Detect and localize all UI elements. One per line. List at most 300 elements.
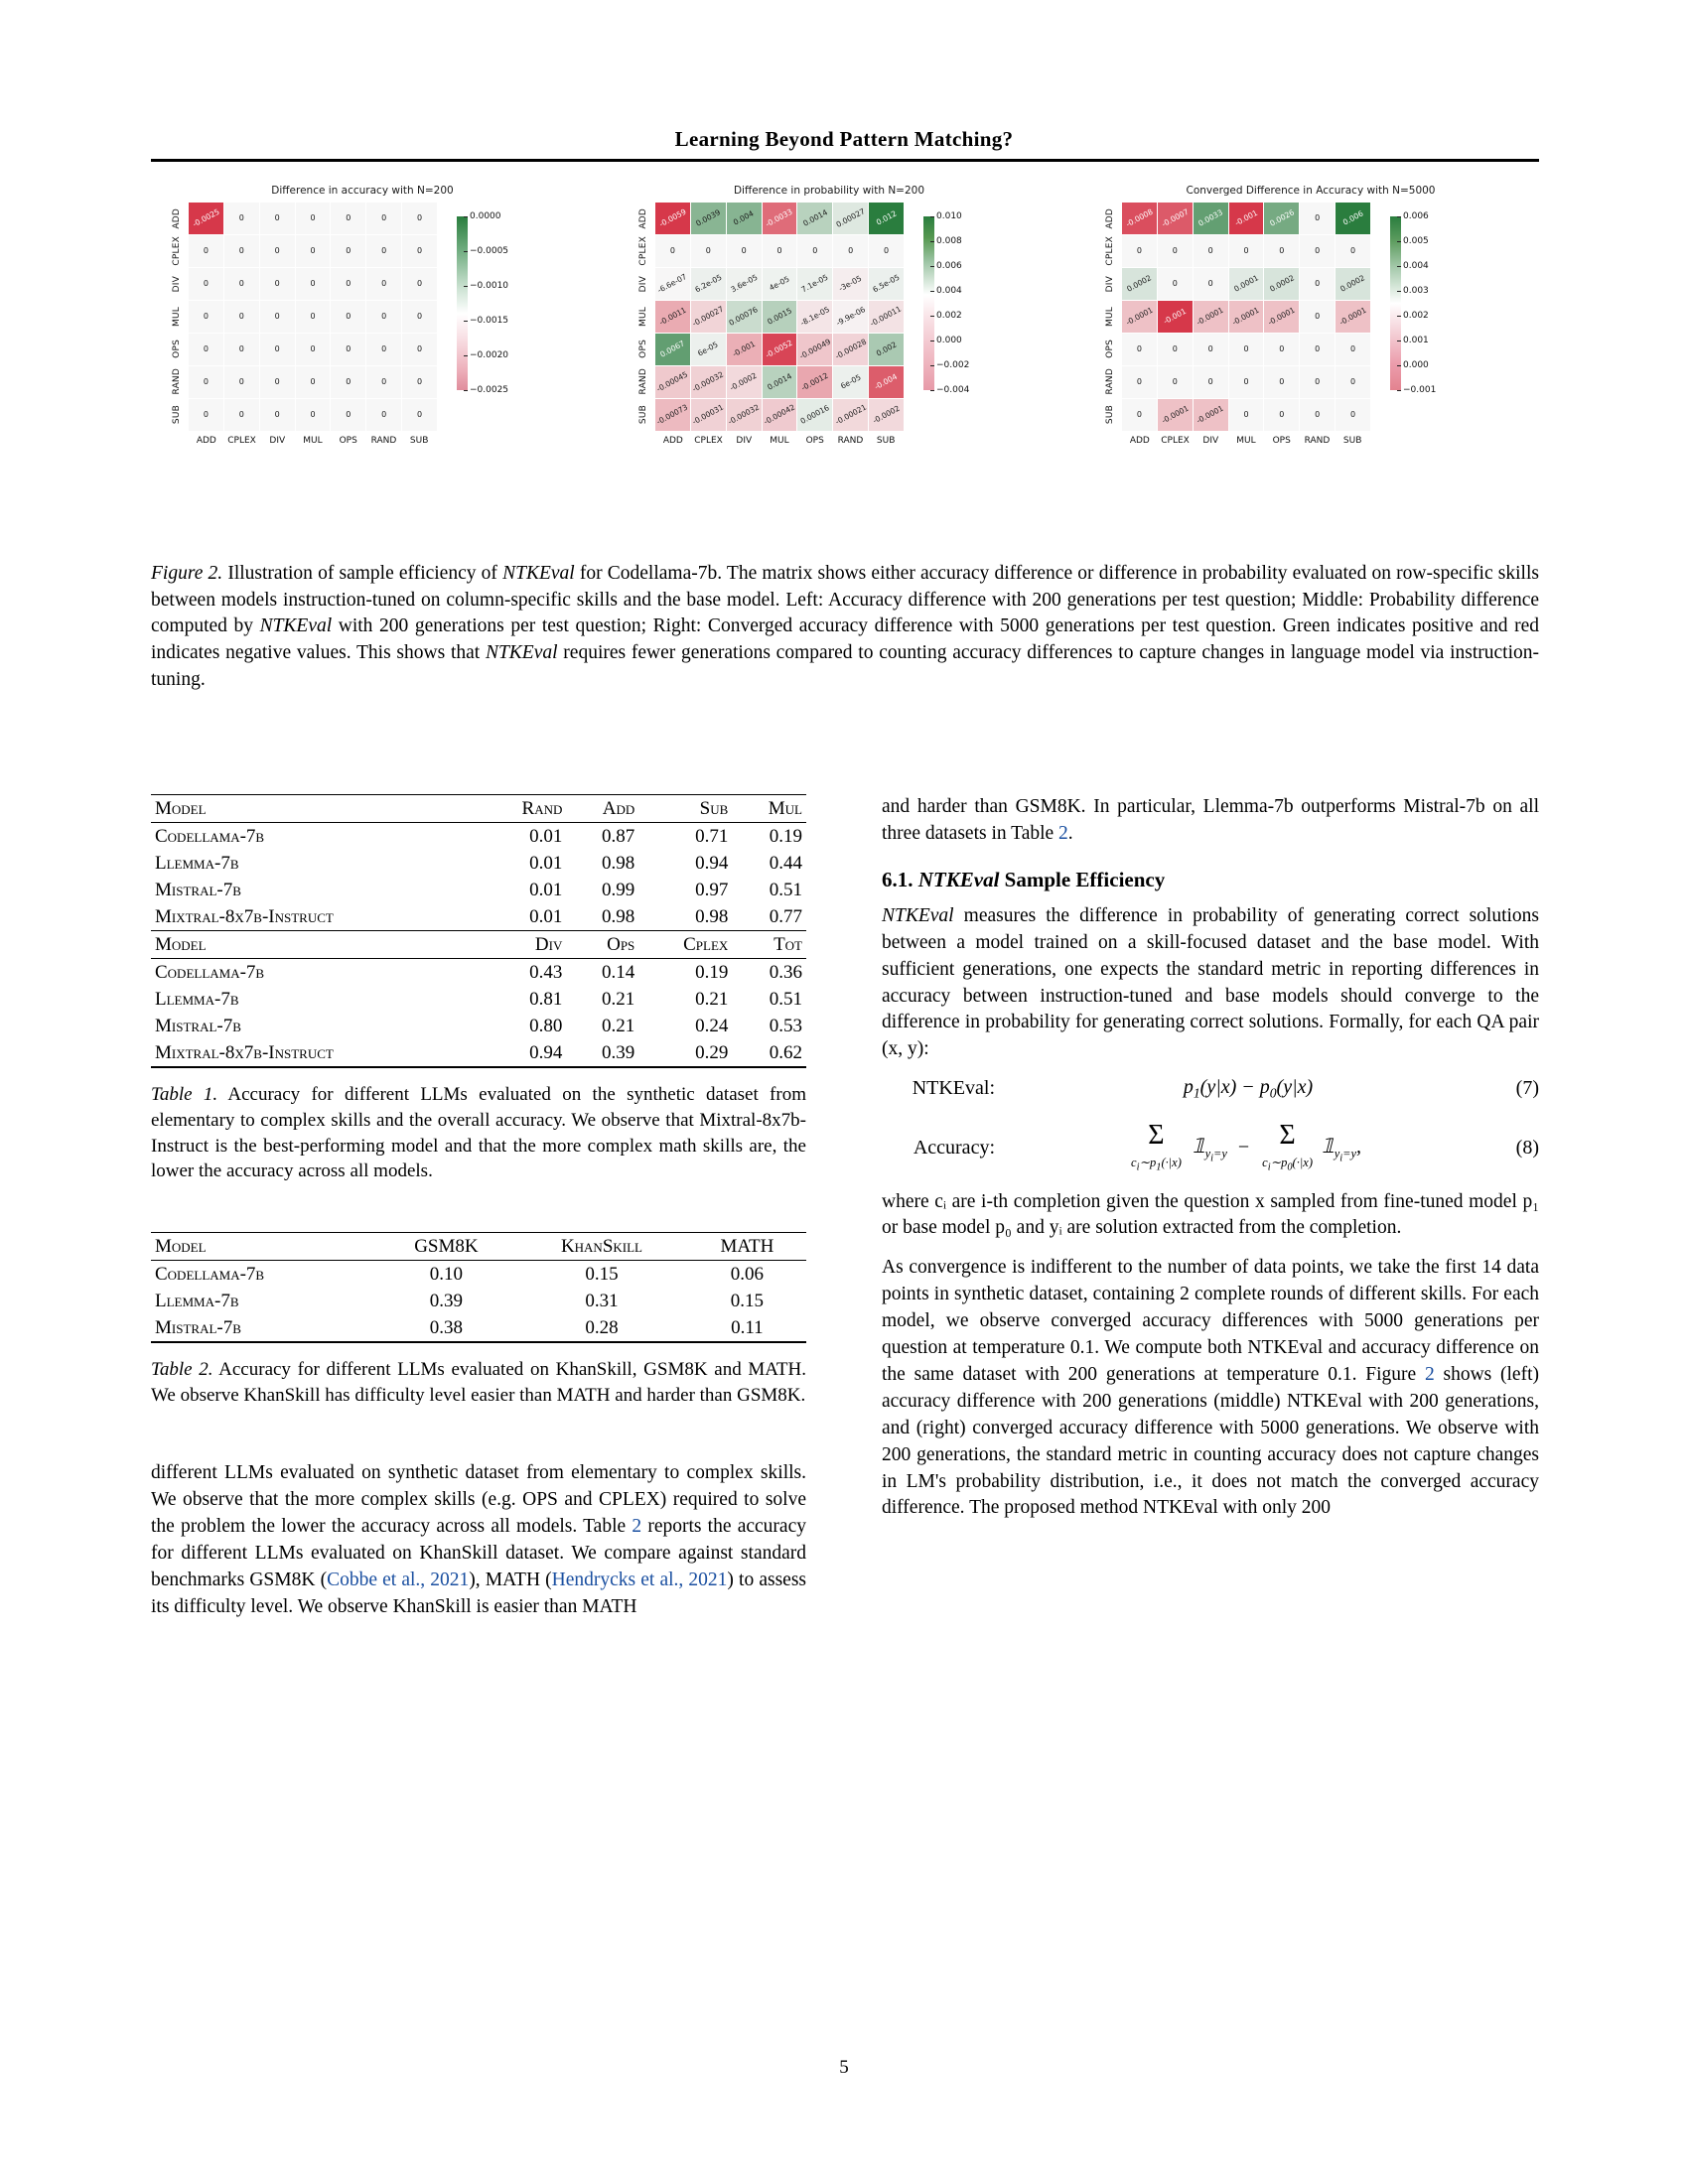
colorbar-tick-label: −0.001 (1403, 385, 1437, 395)
heatmap-cell-value: 0 (417, 410, 423, 419)
heatmap-cell (296, 268, 331, 300)
t1a-val: 0.51 (769, 879, 802, 900)
heatmap-cell (1122, 268, 1157, 300)
heatmap-cell (1194, 268, 1228, 300)
heatmap-cell (655, 399, 690, 431)
heatmap-cell (296, 399, 331, 431)
heatmap-cell (655, 235, 690, 267)
heatmap-cell (260, 268, 295, 300)
heatmap-cell-value: 0 (310, 279, 316, 288)
colorbar-tick-label: 0.003 (1403, 286, 1429, 296)
t1a-val: 0.71 (638, 823, 732, 851)
heatmap-cell-value: 0 (417, 279, 423, 288)
heatmap-cell (331, 301, 365, 333)
t1b-val: 0.21 (695, 988, 729, 1010)
heatmap-cell (833, 203, 868, 234)
t2-val: 0.15 (730, 1290, 764, 1311)
heatmap-cell (1194, 399, 1228, 431)
heatmap-cell-value: 0 (1243, 344, 1249, 353)
heatmap-cell-value: -0.0012 (799, 370, 830, 393)
t1b-val: 0.81 (529, 988, 563, 1010)
colorbar-tick-label: 0.006 (1403, 211, 1429, 221)
heatmap-cell (691, 235, 726, 267)
y-axis-tick-label: OPS (172, 340, 182, 359)
heatmap-cell (1300, 203, 1335, 234)
heatmap-cell-value: -0.0008 (1124, 206, 1155, 229)
heatmap-cell-value: 0 (274, 279, 280, 288)
heatmap-cell (402, 268, 437, 300)
heatmap-cell-value: 0 (346, 279, 352, 288)
heatmap-cell (691, 203, 726, 234)
heatmap-cell-value: 4e-05 (768, 274, 791, 293)
heatmap-cell (763, 268, 797, 300)
heatmap-cell (1300, 399, 1335, 431)
heatmap-cell (869, 399, 904, 431)
heatmap-cell (1158, 268, 1193, 300)
heatmap-cell-value: -0.0001 (1266, 305, 1297, 328)
heatmap-cell (1300, 301, 1335, 333)
equation-7-number: (7) (1515, 1077, 1539, 1100)
heatmap-cell (402, 301, 437, 333)
heatmap-cell-value: 0 (381, 312, 387, 321)
x-axis-tick-label: DIV (736, 436, 753, 446)
heatmap-cell (224, 366, 259, 398)
y-axis-tick-label: MUL (1105, 307, 1115, 327)
heatmap-cell-value: -0.00031 (690, 402, 726, 427)
x-axis-tick-label: OPS (339, 436, 357, 446)
heatmap-cell (189, 334, 223, 365)
colorbar-ticks (936, 211, 1006, 395)
colorbar-tick-label: −0.004 (936, 385, 970, 395)
t1-header-div: Div (481, 931, 566, 959)
heatmap-y-axis-labels (157, 203, 187, 431)
heatmap-cell (1264, 366, 1299, 398)
x-axis-tick-label: OPS (805, 436, 824, 446)
heatmap-cell-value: -0.00028 (833, 337, 868, 361)
heatmap-cell-value: 0 (203, 377, 209, 386)
heatmap-cell-value: 6.5e-05 (871, 272, 902, 295)
heatmap-cell (1122, 366, 1157, 398)
heatmap-cell (1158, 301, 1193, 333)
rp3-text: where cᵢ are i-th completion given the question x sampled from fine-tuned model p₁ or base model p₀ and yᵢ are solution extracted from the completion. (882, 1190, 1539, 1239)
heatmap-cell (1264, 235, 1299, 267)
heatmap-cell (869, 235, 904, 267)
table-row (151, 959, 806, 987)
heatmap-cell-value: 0 (1207, 344, 1213, 353)
heatmap-cell (224, 334, 259, 365)
t2-model: Codellama-7b (151, 1261, 377, 1289)
right-paragraph-2 (882, 903, 1539, 1063)
heatmap-cell-value: 0 (417, 344, 423, 353)
heatmap-cell (797, 366, 832, 398)
t1b-model: Codellama-7b (151, 959, 481, 987)
table-2-caption (151, 1357, 806, 1409)
y-axis-tick-label: CPLEX (638, 236, 648, 267)
heatmap-cell (833, 399, 868, 431)
heatmap-cell (1158, 399, 1193, 431)
heatmap-cell-value: -8.1e-05 (798, 305, 831, 329)
heatmap-cell-value: 0.00016 (798, 403, 831, 427)
heatmap-cell (189, 203, 223, 234)
heatmap-cell-value: 7.1e-05 (799, 272, 830, 295)
heatmap-cell (1229, 268, 1264, 300)
heatmap-cell-value: 0.0026 (1267, 207, 1296, 228)
t2-header-model: Model (151, 1233, 377, 1261)
section-number: 6.1. (882, 867, 914, 891)
y-axis-tick-label: DIV (172, 275, 182, 293)
heatmap-accuracy-n200 (149, 177, 576, 529)
heatmap-cell-value: 0 (1136, 344, 1142, 353)
heatmap-cell (1158, 203, 1193, 234)
y-axis-tick-label: MUL (172, 307, 182, 327)
heatmap-cell (366, 268, 401, 300)
ntkeval-italic: NTKEval (485, 642, 558, 664)
t1b-val: 0.14 (566, 959, 638, 987)
heatmap-cell (691, 366, 726, 398)
x-axis-tick-label: RAND (1304, 436, 1331, 446)
heatmap-cell-value: 0 (417, 246, 423, 255)
heatmap-cell (189, 268, 223, 300)
ntkeval-italic: NTKEval (882, 904, 954, 926)
heatmap-cell-value: -0.001 (1162, 307, 1189, 327)
y-axis-tick-label: DIV (638, 275, 648, 293)
heatmap-cell (833, 235, 868, 267)
heatmap-cell-value: 0 (1279, 344, 1285, 353)
table-row-header (151, 795, 806, 823)
heatmap-cell-value: 0 (848, 246, 854, 255)
heatmap-cell (1122, 334, 1157, 365)
lp1-d: ) to assess its difficulty level. We observe KhanSkill is easier than MATH (151, 1569, 807, 1617)
x-axis-tick-label: MUL (770, 436, 789, 446)
heatmap-cell-value: 0 (238, 312, 244, 321)
figure-caption-text: Illustration of sample efficiency of NTKEval for Codellama-7b. The matrix shows either accuracy difference or difference in probability evaluated on row-specific skills between models instruction-tuned on column-specific skills and the base model. Left: Accuracy difference with 200 generations per test question; Middle: Probability difference computed by NTKEval with 200 generations per test question; Right: Converged accuracy difference with 5000 generations per test question. Green indicates positive and red indicates negative values. This shows that NTKEval requires fewer generations compared to counting accuracy differences to capture changes in language model via instruction-tuning. (151, 563, 1539, 690)
heatmap-cell (1194, 203, 1228, 234)
t1a-val: 0.98 (602, 905, 635, 927)
heatmap-cell (1336, 301, 1370, 333)
heatmap-cell-value: -0.0052 (764, 338, 794, 360)
heatmap-cell-value: -0.0033 (764, 206, 794, 229)
lp1-a: different LLMs evaluated on synthetic dataset from elementary to complex skills. We observe that the more complex skills (e.g. OPS and CPLEX) required to solve the problem the lower the accuracy across all models. Table (151, 1461, 806, 1537)
header-rule (151, 159, 1539, 162)
sum-2: Σ $c_i\sim p_0(\cdot|x)$ (1262, 1119, 1313, 1173)
heatmap-cell-value: 0.0039 (694, 207, 722, 228)
heatmap-cell (727, 203, 762, 234)
t1a-val: 0.87 (566, 823, 638, 851)
page-number: 5 (839, 2057, 849, 2078)
heatmap-cell-value: 0 (1172, 279, 1178, 288)
section-title-rest: Sample Efficiency (999, 867, 1166, 891)
heatmap-cell (1300, 235, 1335, 267)
heatmap-cell-value: 0.0067 (658, 339, 687, 359)
heatmap-cell (763, 301, 797, 333)
colorbar-tick-label: 0.004 (936, 286, 962, 296)
t2-val: 0.39 (429, 1290, 464, 1311)
left-paragraph-1 (151, 1460, 806, 1620)
heatmap-cell-value: 0 (381, 279, 387, 288)
heatmap-cell (833, 301, 868, 333)
equation-8-label: Accuracy: (913, 1137, 995, 1160)
colorbar-tick-label: 0.002 (936, 311, 962, 321)
colorbar-gradient (923, 216, 934, 390)
table-2-reference-link[interactable]: 2 (632, 1515, 642, 1537)
colorbar-tick-label: 0.002 (1403, 311, 1429, 321)
figure-2-reference-link[interactable]: 2 (1424, 1363, 1435, 1385)
table-row (151, 1039, 806, 1067)
heatmap-cell-value: 0 (417, 213, 423, 222)
heatmap-cell-value: 0.006 (1340, 208, 1365, 227)
x-axis-tick-label: CPLEX (227, 436, 256, 446)
heatmap-cell-value: -0.0001 (1124, 305, 1155, 328)
heatmap-cell (1300, 366, 1335, 398)
heatmap-cell-value: -0.00011 (869, 304, 904, 329)
section-heading-6-1 (882, 868, 1539, 892)
heatmap-cell (1158, 235, 1193, 267)
heatmap-cell (260, 203, 295, 234)
heatmap-cell-value: 0 (238, 213, 244, 222)
heatmap-cell-value: 0 (381, 410, 387, 419)
t1a-val: 0.44 (769, 852, 802, 874)
heatmap-cell-value: -0.0001 (1230, 305, 1261, 328)
heatmap-cell-value: 0 (203, 279, 209, 288)
heatmap-cell-value: 0.0033 (1196, 207, 1224, 228)
equation-7-label: NTKEval: (912, 1077, 995, 1100)
heatmap-cell (1229, 301, 1264, 333)
colorbar-tick-label: −0.002 (936, 360, 970, 370)
heatmap-cell-value: 0 (1350, 246, 1356, 255)
table-1-caption-text: Accuracy for different LLMs evaluated on the synthetic dataset from elementary to complex skills and the overall accuracy. We observe that Mixtral-8x7b-Instruct is the best-performing model and that the more complex math skills are, the lower the accuracy across all models. (151, 1084, 806, 1182)
t2-val: 0.38 (377, 1314, 516, 1342)
t2-val: 0.10 (377, 1261, 516, 1289)
heatmap-cell (331, 366, 365, 398)
t1b-val: 0.24 (695, 1015, 729, 1036)
heatmap-title: Difference in probability with N=200 (733, 185, 925, 197)
heatmap-cell-value: 0 (1315, 213, 1321, 222)
heatmap-converged-accuracy-n5000 (1082, 177, 1539, 529)
heatmap-x-axis-labels (655, 436, 904, 446)
heatmap-cell-value: 0.0014 (800, 207, 829, 228)
heatmap-cell-value: -0.00049 (797, 337, 832, 361)
table-2-reference-link-right[interactable]: 2 (1058, 822, 1068, 844)
heatmap-cell (691, 399, 726, 431)
heatmap-cell-value: 6.2e-05 (693, 272, 724, 295)
heatmap-cell (1194, 301, 1228, 333)
t2-val: 0.31 (585, 1290, 619, 1311)
lp1-b: reports the accuracy for different LLMs evaluated on KhanSkill dataset. We compare against standard benchmarks GSM8K ( (151, 1515, 806, 1590)
equation-7-body: $p_1(y|x) - p_0(y|x)$ (1183, 1076, 1314, 1101)
section-title-italic: NTKEval (917, 867, 1000, 891)
t2-val: 0.06 (688, 1261, 806, 1289)
t1-header-ops: Ops (566, 931, 638, 959)
heatmap-cell (1229, 334, 1264, 365)
t1b-val: 0.39 (566, 1039, 638, 1067)
heatmap-cell (655, 334, 690, 365)
t1b-val: 0.43 (481, 959, 566, 987)
x-axis-tick-label: MUL (1236, 436, 1256, 446)
heatmap-cell (797, 235, 832, 267)
t1a-model: Codellama-7b (151, 823, 481, 851)
heatmap-cell (1194, 366, 1228, 398)
t1b-model: Mistral-7b (155, 1015, 241, 1036)
heatmap-cell-value: -3e-05 (837, 273, 864, 294)
t2-header-gsm8k: GSM8K (377, 1233, 516, 1261)
heatmap-cell (869, 301, 904, 333)
t1a-val: 0.01 (529, 905, 563, 927)
heatmap-cell (224, 203, 259, 234)
heatmap-cell (189, 301, 223, 333)
heatmap-cell-value: -0.00021 (833, 402, 868, 427)
heatmap-cell (260, 301, 295, 333)
heatmap-cell (727, 301, 762, 333)
heatmap-cell (331, 334, 365, 365)
heatmap-cell-value: 0.004 (732, 208, 756, 227)
y-axis-tick-label: ADD (1105, 208, 1115, 229)
heatmap-cell (296, 235, 331, 267)
colorbar-tick-label: 0.001 (1403, 336, 1429, 345)
heatmap-cell-value: 0.012 (874, 208, 899, 227)
t1b-val: 0.80 (529, 1015, 563, 1036)
heatmap-cell (189, 399, 223, 431)
y-axis-tick-label: OPS (638, 340, 648, 359)
heatmap-cell (366, 366, 401, 398)
right-column (882, 794, 1539, 1535)
t2-val: 0.11 (688, 1314, 806, 1342)
heatmap-cell-value: 0 (776, 246, 782, 255)
heatmap-cell (655, 203, 690, 234)
t2-val: 0.28 (515, 1314, 688, 1342)
heatmap-cell (366, 203, 401, 234)
x-axis-tick-label: ADD (196, 436, 216, 446)
heatmap-cell-value: -9.9e-06 (834, 305, 867, 329)
t1-header-model-b: Model (151, 931, 481, 959)
heatmap-x-axis-labels (1122, 436, 1370, 446)
x-axis-tick-label: CPLEX (694, 436, 723, 446)
y-axis-tick-label: OPS (1105, 340, 1115, 359)
heatmap-cell (1336, 235, 1370, 267)
colorbar-tick-label: −0.0015 (470, 316, 509, 326)
y-axis-tick-label: SUB (638, 405, 648, 425)
heatmap-cell (763, 399, 797, 431)
table-2 (151, 1232, 806, 1343)
heatmap-cell-value: 0 (1136, 410, 1142, 419)
table-row (151, 903, 806, 931)
heatmap-cell (655, 268, 690, 300)
x-axis-tick-label: RAND (837, 436, 864, 446)
heatmap-cell (1264, 301, 1299, 333)
heatmap-cell-value: 0.00076 (728, 305, 760, 329)
heatmap-cell (869, 334, 904, 365)
rp1-a: and harder than GSM8K. In particular, Llemma-7b outperforms Mistral-7b on all three datasets in Table (882, 796, 1539, 844)
heatmap-y-axis-labels (624, 203, 653, 431)
heatmap-cell-value: 0 (1172, 344, 1178, 353)
heatmap-cell-value: 0 (381, 344, 387, 353)
heatmap-cell (833, 268, 868, 300)
heatmap-cell-value: -0.0011 (657, 305, 688, 328)
y-axis-tick-label: RAND (172, 368, 182, 395)
heatmap-cell-value: 0 (1243, 246, 1249, 255)
right-paragraph-4 (882, 1255, 1539, 1522)
t1-header-add: Add (566, 795, 638, 823)
table-1 (151, 794, 806, 1068)
citation-cobbe-link[interactable]: Cobbe et al., 2021 (327, 1569, 470, 1590)
colorbar-ticks (1403, 211, 1473, 395)
heatmap-cell-value: 0 (417, 312, 423, 321)
right-paragraph-1 (882, 794, 1539, 848)
equation-8-row (882, 1119, 1539, 1173)
heatmap-cell-value: -0.001 (731, 340, 757, 359)
y-axis-tick-label: RAND (638, 368, 648, 395)
heatmap-cell-value: -0.00045 (655, 369, 690, 394)
colorbar-tick-label: 0.000 (936, 336, 962, 345)
heatmap-cell-value: 0 (1136, 246, 1142, 255)
heatmap-cell-value: 6e-05 (696, 340, 720, 358)
heatmap-cell (1264, 203, 1299, 234)
heatmap-cell-value: 0 (1350, 410, 1356, 419)
rp2-text: NTKEval measures the difference in probability of generating correct solutions between a model trained on a skill-focused dataset and the base model. With sufficient generations, one expects the standard metric in reporting differences in accuracy between instruction-tuned and base models should converge to the difference in probability for generating correct solutions. Formally, for each QA pair (x, y): (882, 904, 1539, 1060)
table-row-header (151, 1233, 806, 1261)
t1a-val: 0.98 (602, 852, 635, 874)
colorbar-tick-label: 0.0000 (470, 211, 501, 221)
y-axis-tick-label: CPLEX (172, 236, 182, 267)
heatmap-cell (655, 366, 690, 398)
t1b-val: 0.29 (638, 1039, 732, 1067)
heatmap-cell (402, 203, 437, 234)
heatmap-cell (1336, 203, 1370, 234)
left-column (151, 794, 806, 1633)
heatmap-title: Difference in accuracy with N=200 (271, 185, 454, 197)
heatmap-cell (366, 301, 401, 333)
heatmap-cell (727, 366, 762, 398)
heatmap-cell (691, 301, 726, 333)
heatmap-cell-value: 0 (203, 410, 209, 419)
heatmap-cell-value: 0 (346, 246, 352, 255)
heatmap-cell (260, 399, 295, 431)
t2-header-math: MATH (688, 1233, 806, 1261)
t1b-val: 0.62 (732, 1039, 806, 1067)
heatmap-cell-value: 0 (274, 410, 280, 419)
heatmap-cell (1264, 334, 1299, 365)
heatmap-cell-value: 0 (238, 279, 244, 288)
heatmap-cell-value: 0 (741, 246, 747, 255)
heatmap-cell-value: -0.0001 (1337, 305, 1368, 328)
t2-val: 0.15 (515, 1261, 688, 1289)
t1a-val: 0.01 (529, 879, 563, 900)
heatmap-cell (402, 235, 437, 267)
heatmap-cell (797, 301, 832, 333)
ntkeval-italic: NTKEval (502, 563, 575, 584)
y-axis-tick-label: RAND (1105, 368, 1115, 395)
heatmap-cell (797, 268, 832, 300)
heatmap-grid (189, 203, 437, 431)
heatmap-cell-value: 0 (1315, 312, 1321, 321)
heatmap-cell-value: 0.00027 (834, 206, 867, 230)
heatmap-cell-value: 0 (669, 246, 675, 255)
rp4-a: As convergence is indifferent to the number of data points, we take the first 14 data points in synthetic dataset, containing 2 complete rounds of different skills. For each model, we observe converged accuracy differences with 5000 generations per question at temperature 0.1. We compute both NTKEval and accuracy difference on the same dataset with 200 generations at temperature 0.1. Figure (882, 1257, 1539, 1385)
t1-header-sub: Sub (638, 795, 732, 823)
heatmap-cell-value: 0 (1279, 246, 1285, 255)
heatmap-cell (727, 268, 762, 300)
y-axis-tick-label: MUL (638, 307, 648, 327)
t1a-val: 0.99 (602, 879, 635, 900)
citation-hendrycks-link[interactable]: Hendrycks et al., 2021 (551, 1569, 728, 1590)
heatmap-cell (869, 203, 904, 234)
colorbar-tick-label: 0.004 (1403, 261, 1429, 271)
table-1-caption-lead: Table 1. (151, 1084, 218, 1105)
heatmap-cell-value: -0.00073 (655, 402, 690, 427)
heatmap-cell-value: 0 (1279, 377, 1285, 386)
heatmap-probability-n200 (616, 177, 1043, 529)
heatmap-cell (727, 334, 762, 365)
y-axis-tick-label: SUB (1105, 405, 1115, 425)
